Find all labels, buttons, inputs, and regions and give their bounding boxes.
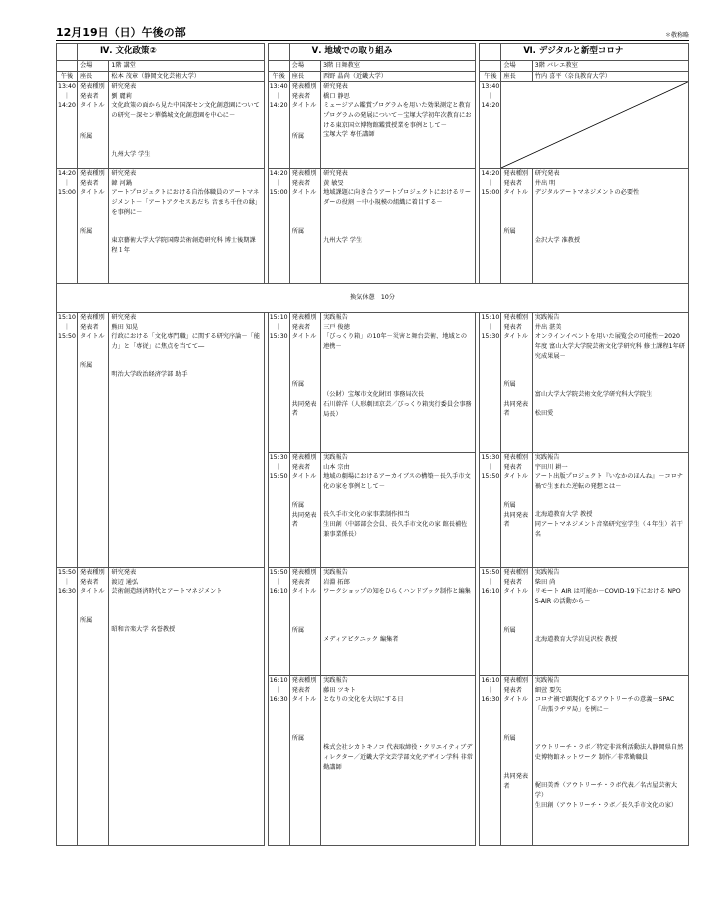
empty-slot-diagonal [501, 82, 689, 169]
talk-v4b: 実践報告 藤田 ツキト となりの文化を大切にする日 株式会社シカトキノコ 代表取締役・クリエイティブディレクター／近畿大学文芸学部文化デザイン学科 非常勤講師 [321, 676, 476, 846]
chair-row [57, 71, 689, 82]
talk-vi3: 実践報告 井出 湛美 オンラインイベントを用いた展覧会の可能性－2020年度 富山大学大学院芸術文化学研究科 修士課程1年研究成果展－ 富山大学大学院芸術文化学研究科大学院生 松田愛 [532, 313, 688, 453]
talk-labels: 発表種別 発表者 タイトル 所属 [77, 568, 108, 846]
time-cell: 15:50 ｜ 16:10 [268, 568, 289, 676]
talk-iv2: 研究発表 韓 河鍋 アートプロジェクトにおける自治体職員のアートマネジメント－「アートアクセスあだち 音まち千住の縁」を事例に－ 東京藝術大学大学院国際芸術創造研究科 博士後期課程１年 [109, 169, 264, 284]
chair-vi: 竹内 喜平（奈良教育大学） [532, 71, 688, 82]
time-cell: 15:30 ｜ 15:50 [268, 453, 289, 568]
talk-labels: 発表種別 発表者 タイトル 所属 [289, 676, 320, 846]
talk-labels: 発表種別 発表者 タイトル 所属 [77, 82, 108, 169]
talk-labels: 発表種別 発表者 タイトル 所属 共同発表者 [289, 453, 320, 568]
time-cell: 15:30 ｜ 15:50 [480, 453, 501, 568]
venue-label: 会場 [289, 61, 320, 72]
talk-v4: 実践報告 岩淵 拓郎 ワークショップの知をひらくハンドブック制作と編集 メディアピクニック 編集者 [321, 568, 476, 676]
talk-v2: 研究発表 黄 敏旻 地域課題に向き合うアートプロジェクトにおけるリーダーの役割 －中小規模の組織に着目する－ 九州大学 学生 [321, 169, 476, 284]
time-cell: 15:10 ｜ 15:30 [480, 313, 501, 453]
time-cell: 14:20 ｜ 15:00 [480, 169, 501, 284]
talk-iv4: 研究発表 渡辺 通弘 芸術創造経済時代とアートマネジメント 昭和音楽大学 名誉教授 [109, 568, 264, 846]
time-cell: 15:50 ｜ 16:30 [57, 568, 78, 846]
time-header: 午後 [268, 71, 289, 82]
talk-labels: 発表種別 発表者 タイトル 所属 共同発表者 [501, 676, 532, 846]
break-row [57, 284, 689, 313]
talk-labels: 発表種別 発表者 タイトル 所属 [501, 568, 532, 676]
header-rule [56, 40, 689, 41]
venue-row [57, 61, 689, 72]
time-cell: 13:40 ｜ 14:20 [480, 82, 501, 169]
time-cell: 16:10 ｜ 16:30 [480, 676, 501, 846]
slot-row-3 [57, 313, 689, 453]
time-cell: 16:10 ｜ 16:30 [268, 676, 289, 846]
session-header-row [57, 44, 689, 61]
time-cell: 14:20 ｜ 15:00 [268, 169, 289, 284]
talk-v3: 実践報告 三戸 俊徳 「びっくり箱」の10年－災害と舞台芸術、地域との連携－ （公財）宝塚市文化財団 事務局次長 石川幹洋（人形劇団京芸／びっくり箱実行委員会事務局長） [321, 313, 476, 453]
talk-labels: 発表種別 発表者 タイトル 所属 共同発表者 [501, 313, 532, 453]
page-title: 12月19日（日）午後の部 [56, 26, 186, 39]
slot-row-4 [57, 568, 689, 676]
talk-iv3: 研究発表 熊田 知晃 行政における「文化専門職」に関する研究序論－「能力」と「専従」に焦点を当てて― 明治大学政治経済学部 助手 [109, 313, 264, 568]
diagonal-line [501, 82, 688, 168]
session-title-vi: Ⅵ. デジタルと新型コロナ [501, 44, 689, 61]
time-header: 午後 [480, 71, 501, 82]
chair-label: 座長 [77, 71, 108, 82]
talk-iv1: 研究発表 劉 麗莉 文化政策の面から見た中国深セン文化創意園についての研究－深セン華僑城文化創意園を中心に－ 九州大学 学生 [109, 82, 264, 169]
time-cell: 15:50 ｜ 16:10 [480, 568, 501, 676]
venue-v: 3階 日舞教室 [321, 61, 476, 72]
time-cell: 15:10 ｜ 15:30 [268, 313, 289, 453]
time-header: 午後 [57, 71, 78, 82]
talk-vi4: 実践報告 柴田 尚 リモート AIR は可能か－COVID-19下における NPO S-AIR の活動から－ 北海道教育大学岩見沢校 教授 [532, 568, 688, 676]
break-text: 換気休憩 10分 [57, 284, 689, 313]
venue-label: 会場 [501, 61, 532, 72]
session-title-v: Ⅴ. 地域での取り組み [289, 44, 476, 61]
time-cell: 15:10 ｜ 15:50 [57, 313, 78, 568]
chair-iv: 松本 茂章（静岡文化芸術大学） [109, 71, 264, 82]
chair-label: 座長 [289, 71, 320, 82]
talk-labels: 発表種別 発表者 タイトル 所属 [77, 313, 108, 568]
time-cell: 14:20 ｜ 15:00 [57, 169, 78, 284]
schedule-table [56, 43, 689, 846]
talk-labels: 発表種別 発表者 タイトル 所属 共同発表者 [501, 453, 532, 568]
talk-v3b: 実践報告 山本 宗由 地域の劇場におけるアーカイブスの構築－長久手市文化の家を事例として－ 長久手市文化の家事業制作担当 生田創（中部部会会員、長久手市文化の家 館長補佐兼事業係長） [321, 453, 476, 568]
slot-row-1 [57, 82, 689, 169]
talk-vi3b: 実践報告 宇田川 耕一 アート出版プロジェクト『いなかのほんね』－コロナ禍で生まれた逆転の発想とは－ 北海道教育大学 教授 同アートマネジメント音楽研究室学生（４年生）若干名 [532, 453, 688, 568]
chair-v: 西野 晶尚（近畿大学） [321, 71, 476, 82]
venue-label: 会場 [77, 61, 108, 72]
venue-vi: 3階 バレエ教室 [532, 61, 688, 72]
time-cell: 13:40 ｜ 14:20 [268, 82, 289, 169]
slot-row-2 [57, 169, 689, 284]
session-title-iv: Ⅳ. 文化政策② [77, 44, 264, 61]
chair-label: 座長 [501, 71, 532, 82]
time-cell: 13:40 ｜ 14:20 [57, 82, 78, 169]
talk-labels: 発表種別 発表者 タイトル 所属 [289, 568, 320, 676]
talk-v1: 研究発表 橋口 静思 ミュージアム鑑賞プログラムを用いた効果測定と教育プログラムの発展について－宝塚大学初年次教育における東京国立博物館鑑賞授業を事例として－ 宝塚大学 専任講師 [321, 82, 476, 169]
venue-iv: 1階 講堂 [109, 61, 264, 72]
talk-vi4b: 実践報告 細萱 要矢 コロナ禍で顕現化するアウトリーチの意義－SPAC「出張ラヂヲ局」を例に－ アウトリーチ・ラボ／特定非営利活動法人静岡県自然史博物館ネットワーク 制作／非常勤職員 梶田美香（アウトリーチ・ラボ代表／名古屋芸術大学） 生田創（アウトリーチ・ラボ／長久手市文化の家） [532, 676, 688, 846]
talk-labels: 発表種別 発表者 タイトル 所属 [77, 169, 108, 284]
talk-labels: 発表種別 発表者 タイトル 所属 [289, 169, 320, 284]
honorific-note: ＊敬称略 [664, 32, 689, 39]
talk-labels: 発表種別 発表者 タイトル 所属 共同発表者 [289, 313, 320, 453]
talk-vi2: 研究発表 井出 明 デジタルアートマネジメントの必要性 金沢大学 准教授 [532, 169, 688, 284]
talk-labels: 発表種別 発表者 タイトル 所属 [501, 169, 532, 284]
talk-labels: 発表種別 発表者 タイトル 所属 [289, 82, 320, 169]
